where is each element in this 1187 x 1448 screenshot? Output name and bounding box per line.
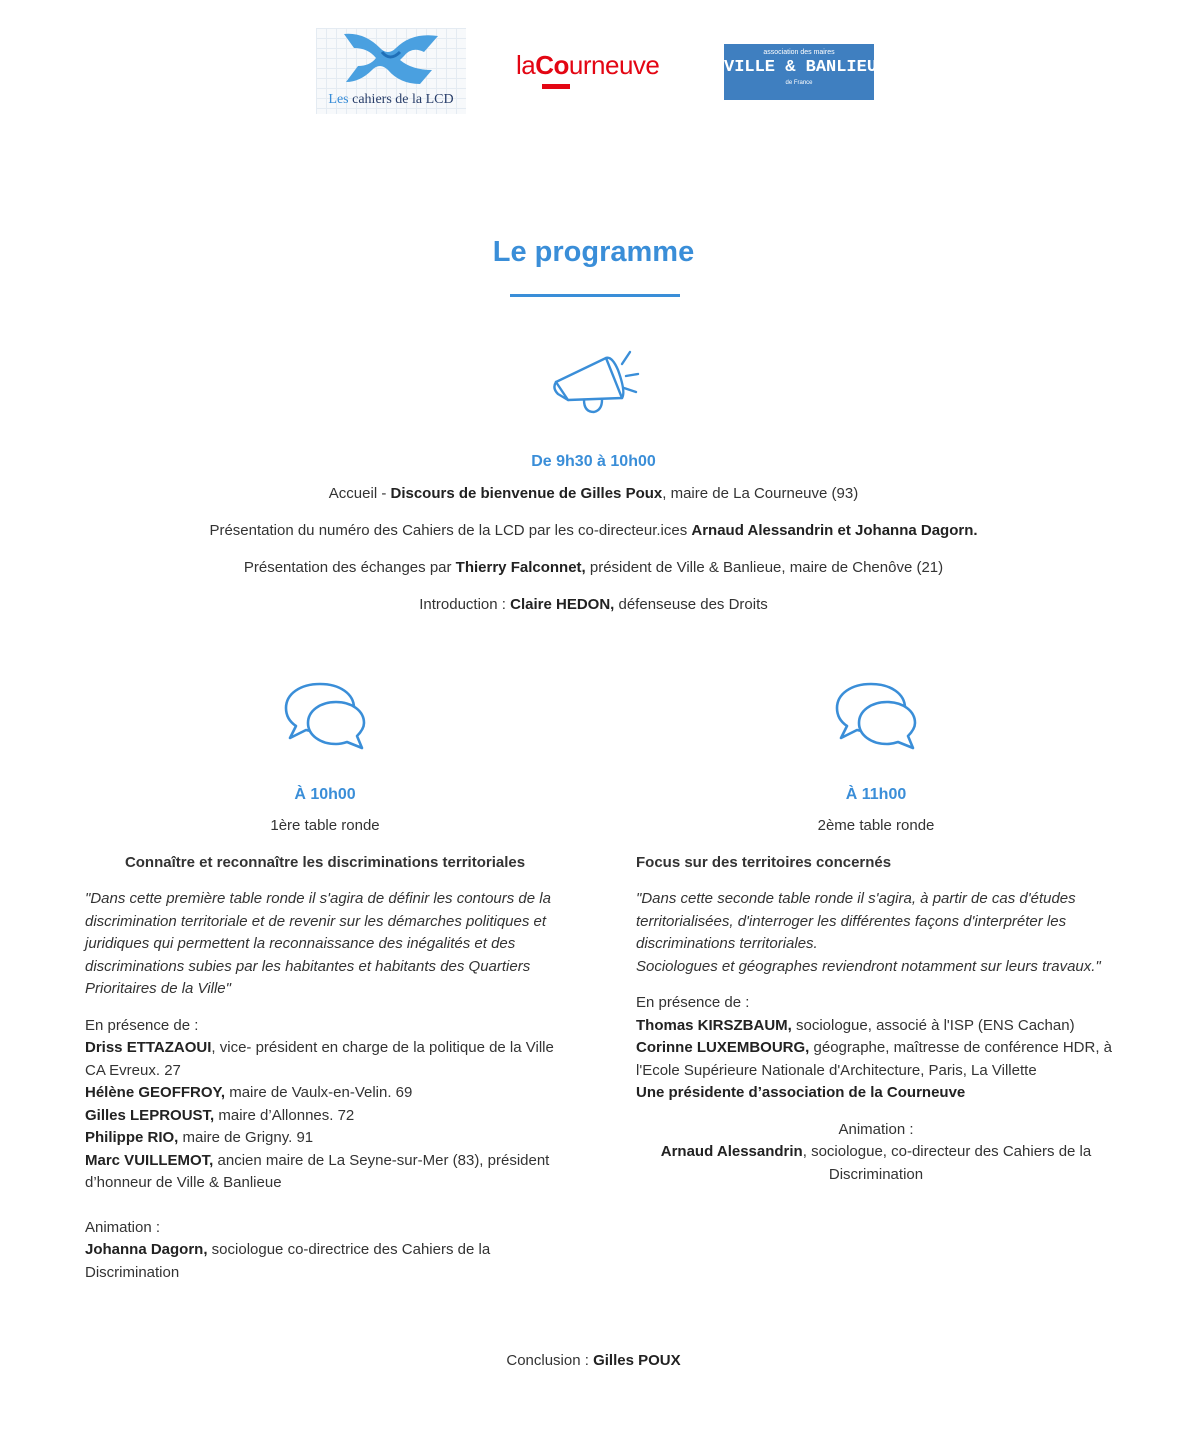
logo-cahiers-lcd (316, 28, 466, 114)
la-courneuve-underline (542, 84, 570, 89)
table1-animation (85, 1217, 565, 1285)
megaphone-icon (550, 348, 642, 418)
table1-presence-label: En présence de : (85, 1016, 199, 1034)
table2-animation (636, 1119, 1116, 1187)
table1-quote: "Dans cette première table ronde il s'agira de définir les contours de la discrimination territoriale et de revenir sur les démarches politiques et juridiques qui permettent la reconnaissance des inégalités et des discriminations subies par les habitantes et habitants des Quartiers Prioritaires de la Ville" (85, 890, 551, 997)
table2-animation-label: Animation : (838, 1120, 914, 1138)
presentation-line: Présentation du numéro des Cahiers de la LCD par les co-directeur.ices Arnaud Alessandrin et Johanna Dagorn. (209, 522, 978, 539)
table2-quote-line: Sociologues et géographes reviendront notamment sur leurs travaux." (636, 957, 1101, 975)
introduction-line: Introduction : Claire HEDON, défenseuse des Droits (419, 596, 768, 613)
table2-quote-line: "Dans cette seconde table ronde il s'agira, à partir de cas d'études territorialisées, d'interroger les différentes façons d'interpréter les discriminations territoriales. (636, 890, 1076, 952)
table1-speakers (85, 1015, 565, 1195)
partner-logos (0, 28, 1187, 118)
opening-session (0, 450, 1187, 615)
round-table-1 (85, 680, 565, 1284)
table2-speakers (636, 992, 1116, 1105)
speaker-item: Driss ETTAZAOUI, vice- président en charge de la politique de la Ville CA Evreux. 27 (85, 1039, 554, 1079)
round-table-2 (636, 680, 1116, 1186)
table2-label: 2ème table ronde (817, 817, 935, 834)
conclusion-line: Conclusion : Gilles POUX (506, 1352, 681, 1369)
page-title: Le programme (492, 236, 695, 268)
speaker-item: Hélène GEOFFROY, maire de Vaulx-en-Velin. 69 (85, 1084, 413, 1101)
chat-bubbles-icon (835, 680, 917, 750)
lcd-emblem-icon (342, 30, 440, 86)
exchanges-line: Présentation des échanges par Thierry Falconnet, président de Ville & Banlieue, maire de Chenôve (21) (243, 559, 944, 576)
table1-animation-label: Animation : (85, 1218, 161, 1236)
speaker-item: Corinne LUXEMBOURG, géographe, maîtresse de conférence HDR, à l'Ecole Supérieure Nationale d'Architecture, Paris, La Villette (636, 1039, 1113, 1079)
vb-association-text: association des maires (763, 49, 835, 56)
table2-quote (636, 888, 1116, 978)
table1-animator: Johanna Dagorn, sociologue co-directrice des Cahiers de la Discrimination (85, 1241, 491, 1281)
table2-animator: Arnaud Alessandrin, sociologue, co-directeur des Cahiers de la Discrimination (660, 1143, 1092, 1183)
logo-ville-banlieue (724, 44, 888, 100)
logo-la-courneuve (516, 50, 676, 120)
speaker-item: Gilles LEPROUST, maire d’Allonnes. 72 (85, 1106, 355, 1124)
speaker-item: Une présidente d’association de la Courneuve (636, 1084, 966, 1101)
table1-topic: Connaître et reconnaître les discriminations territoriales (124, 854, 526, 871)
table2-topic: Focus sur des territoires concernés (636, 854, 892, 871)
table2-time: À 11h00 (845, 786, 907, 803)
table2-presence-label: En présence de : (636, 994, 750, 1011)
chat-bubbles-icon (284, 680, 366, 750)
speaker-item: Thomas KIRSZBAUM, sociologue, associé à l'ISP (ENS Cachan) (636, 1016, 1075, 1034)
table1-time: À 10h00 (294, 786, 356, 803)
vb-france-text: de France (785, 80, 813, 86)
welcome-line: Accueil - Discours de bienvenue de Gilles Poux, maire de La Courneuve (93) (328, 485, 859, 502)
lcd-wordmark: Les cahiers de la LCD (328, 92, 454, 107)
table1-label: 1ère table ronde (270, 817, 380, 834)
speaker-item: Philippe RIO, maire de Grigny. 91 (85, 1129, 314, 1146)
vb-main-text: VILLE & BANLIEUE (724, 58, 888, 77)
title-underline (510, 294, 680, 297)
opening-time: De 9h30 à 10h00 (531, 453, 656, 470)
speaker-item: Marc VUILLEMOT, ancien maire de La Seyne-sur-Mer (83), président d’honneur de Ville & Banlieue (85, 1151, 550, 1191)
la-courneuve-wordmark: laCourneuve (516, 50, 660, 80)
